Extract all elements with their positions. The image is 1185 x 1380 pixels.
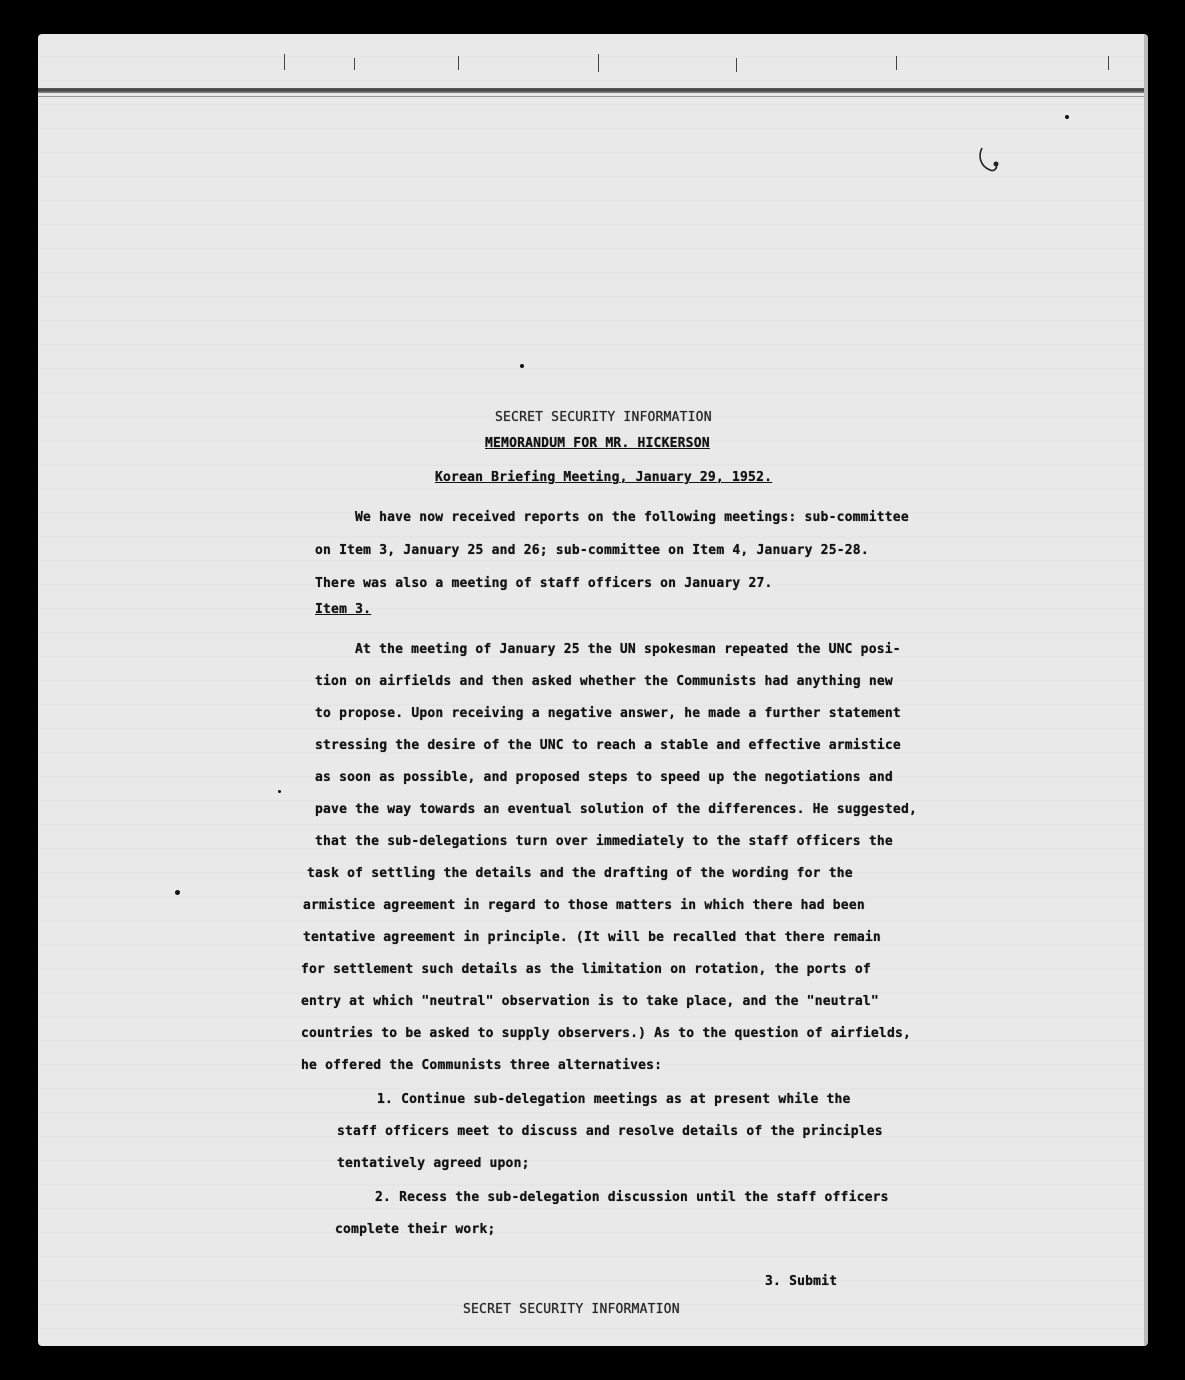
paragraph-line: countries to be asked to supply observers.) As to the question of airfields, [301, 1026, 912, 1041]
paragraph-line: tion on airfields and then asked whether the Communists had anything new [315, 674, 893, 689]
scan-artifact [458, 56, 459, 70]
alternative-item: tentatively agreed upon; [337, 1156, 530, 1171]
header-classification: SECRET SECURITY INFORMATION [495, 410, 712, 425]
scan-artifact [896, 56, 897, 70]
paragraph-line: task of settling the details and the drafting of the wording for the [307, 866, 853, 881]
alternative-item: 2. Recess the sub-delegation discussion until the staff officers [375, 1190, 889, 1205]
alternative-item: complete their work; [335, 1222, 496, 1237]
paragraph-line: that the sub-delegations turn over immediately to the staff officers the [315, 834, 893, 849]
scan-artifact [284, 54, 285, 70]
footer-classification: SECRET SECURITY INFORMATION [463, 1302, 680, 1317]
section-heading: Item 3. [315, 602, 372, 617]
paragraph-line: tentative agreement in principle. (It will be recalled that there remain [303, 930, 881, 945]
paragraph-line: We have now received reports on the following meetings: sub-committee [355, 510, 909, 525]
memo-subtitle: Korean Briefing Meeting, January 29, 1952. [435, 470, 773, 485]
scan-edge-line [38, 88, 1148, 93]
paragraph-line: he offered the Communists three alternatives: [301, 1058, 663, 1073]
scan-speck [278, 790, 281, 793]
document-page [38, 34, 1148, 1346]
alternative-item: 1. Continue sub-delegation meetings as at present while the [377, 1092, 851, 1107]
memo-title: MEMORANDUM FOR MR. HICKERSON [485, 436, 710, 451]
continuation-text: 3. Submit [765, 1274, 838, 1289]
pencil-mark-icon [976, 146, 1000, 176]
paragraph-line: to propose. Upon receiving a negative answer, he made a further statement [315, 706, 901, 721]
scan-edge-line-thin [38, 96, 1148, 97]
paragraph-line: for settlement such details as the limitation on rotation, the ports of [301, 962, 871, 977]
scan-artifact [736, 58, 737, 72]
scan-edge-right [1144, 34, 1148, 1346]
scan-speck [520, 364, 524, 368]
alternative-item: staff officers meet to discuss and resolve details of the principles [337, 1124, 883, 1139]
paragraph-line: armistice agreement in regard to those matters in which there had been [303, 898, 865, 913]
paragraph-line: stressing the desire of the UNC to reach a stable and effective armistice [315, 738, 901, 753]
scan-speck [175, 890, 180, 895]
paragraph-line: on Item 3, January 25 and 26; sub-committee on Item 4, January 25-28. [315, 543, 869, 558]
scan-artifact [1108, 56, 1109, 70]
paragraph-line: pave the way towards an eventual solution of the differences. He suggested, [315, 802, 917, 817]
scan-artifact [354, 58, 355, 70]
paragraph-line: as soon as possible, and proposed steps to speed up the negotiations and [315, 770, 893, 785]
paragraph-line: There was also a meeting of staff officers on January 27. [315, 576, 773, 591]
scan-artifact [598, 54, 599, 72]
scan-speck [1065, 115, 1069, 119]
paragraph-line: At the meeting of January 25 the UN spokesman repeated the UNC posi- [355, 642, 901, 657]
paragraph-line: entry at which "neutral" observation is to take place, and the "neutral" [301, 994, 879, 1009]
